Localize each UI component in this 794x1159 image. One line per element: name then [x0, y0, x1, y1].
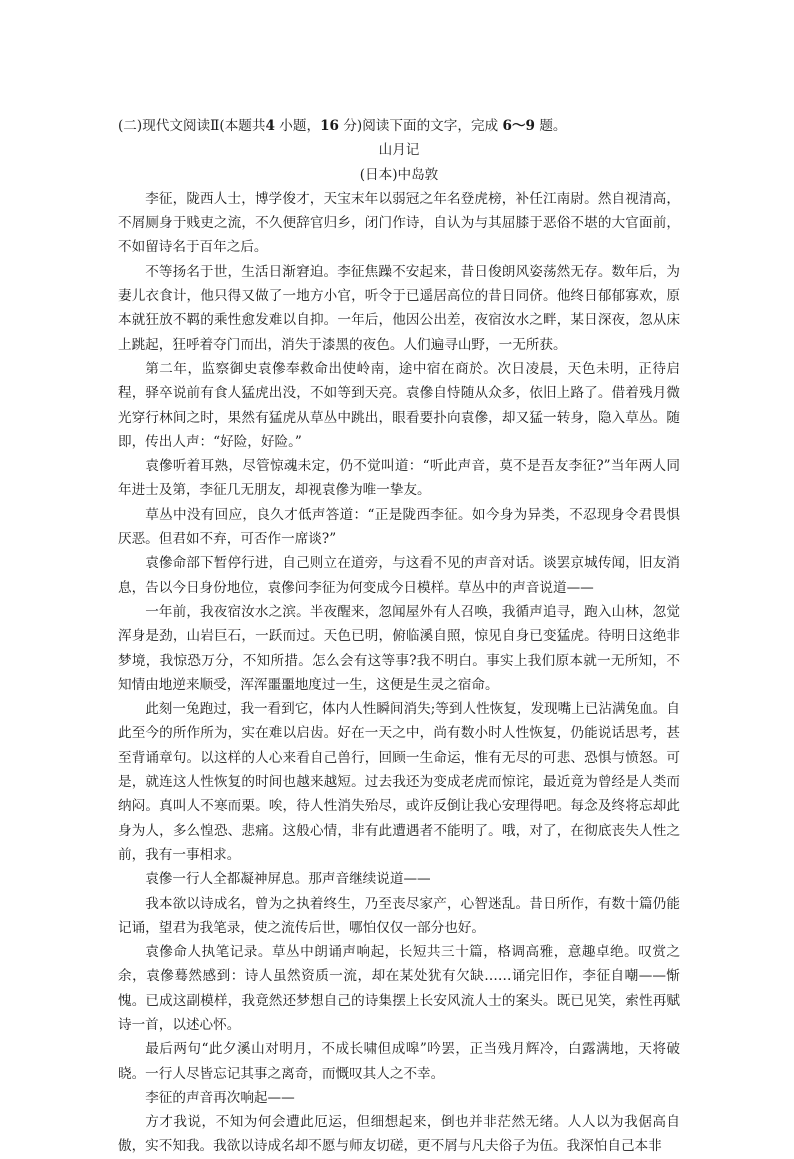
paragraph: 一年前，我夜宿汝水之滨。半夜醒来，忽闻屋外有人召唤，我循声追寻，跑入山林，忽觉浑身是劲，山岩巨石，一跃而过。天色已明，俯临溪自照，惊见自身已变猛虎。待明日这绝非梦境，我惊恐万分，不知所措。怎么会有这等事?我不明白。事实上我们原本就一无所知，不知情由地逆来顺受，浑浑噩噩地度过一生，这便是生灵之宿命。 — [118, 603, 680, 693]
header-score: 16 — [320, 118, 339, 134]
paragraph: 李征的声音再次响起—— — [145, 1089, 295, 1106]
header-mid2: 分)阅读下面的文字，完成 — [339, 118, 503, 134]
document-page — [118, 114, 680, 1159]
article-author: (日本)中岛敦 — [359, 166, 439, 183]
paragraph: 袁傪命人执笔记录。草丛中朗诵声响起，长短共三十篇，格调高雅，意趣卓绝。叹赏之余，袁傪蓦然感到：诗人虽然资质一流，却在某处犹有欠缺……诵完旧作，李征自嘲——惭愧。已成这副模样，我竟然还梦想自己的诗集摆上长安风流人士的案头。既已见笑，索性再赋诗一首，以述心怀。 — [118, 944, 680, 1033]
paragraph: 此刻一兔跑过，我一看到它，体内人性瞬间消失;等到人性恢复，发现嘴上已沾满兔血。自此至今的所作所为，实在难以启齿。好在一天之中，尚有数小时人性恢复，仍能说话思考，甚至背诵章句。以这样的人心来看自己兽行，回顾一生命运，惟有无尽的可悲、恐惧与愤怒。可是，就连这人性恢复的时间也越来越短。过去我还为变成老虎而惊诧，最近竟为曾经是人类而纳闷。真叫人不寒而栗。唉，待人性消失殆尽，或许反倒让我心安理得吧。每念及终将忘却此身为人，多么惶恐、悲痛。这般心情，非有此遭遇者不能明了。哦，对了，在彻底丧失人性之前，我有一事相求。 — [118, 701, 680, 863]
header-prefix: (二)现代文阅读Ⅱ(本题共 — [118, 118, 266, 134]
paragraph: 最后两句“此夕溪山对明月，不成长啸但成嗥”吟罢，正当残月辉冷，白露满地，天将破晓。一行人尽皆忘记其事之离奇，而慨叹其人之不幸。 — [118, 1041, 680, 1082]
paragraph: 袁傪命部下暂停行进，自己则立在道旁，与这看不见的声音对话。谈罢京城传闻，旧友消息，告以今日身份地位，袁傪问李征为何变成今日模样。草丛中的声音说道—— — [118, 555, 680, 596]
paragraph: 草丛中没有回应，良久才低声答道：“正是陇西李征。如今身为异类，不忍现身令君畏惧厌恶。但君如不弃，可否作一席谈?” — [118, 506, 680, 548]
question-header — [118, 114, 680, 138]
paragraph: 方才我说，不知为何会遭此厄运，但细想起来，倒也并非茫然无绪。人人以为我倨高自傲，实不知我。我欲以诗成名却不愿与师友切磋，更不屑与凡夫俗子为伍。我深怕自己本非 — [118, 1114, 680, 1155]
header-suffix: 题。 — [535, 118, 567, 134]
paragraph: 袁傪一行人全都凝神屏息。那声音继续说道—— — [145, 871, 431, 888]
paragraph: 李征，陇西人士，博学俊才，天宝末年以弱冠之年名登虎榜，补任江南尉。然自视清高，不屑厕身于贱吏之流，不久便辞官归乡，闭门作诗，自认为与其屈膝于恶俗不堪的大官面前，不如留诗名于百年之后。 — [118, 190, 680, 256]
paragraph: 第二年，监察御史袁傪奉救命出使岭南，途中宿在商於。次日凌晨，天色未明，正待启程，驿卒说前有食人猛虎出没，不如等到天亮。袁傪自恃随从众多，依旧上路了。借着残月微光穿行林间之时，果然有猛虎从草丛中跳出，眼看要扑向袁傪，却又猛一转身，隐入草丛。随即，传出人声：“好险，好险。” — [118, 360, 680, 450]
paragraph: 不等扬名于世，生活日渐窘迫。李征焦躁不安起来，昔日俊朗风姿荡然无存。数年后，为妻儿衣食计，他只得又做了一地方小官，听令于已遥居高位的昔日同侪。他终日郁郁寡欢，原本就狂放不羁的乘性愈发难以自抑。一年后，他因公出差，夜宿汝水之畔，某日深夜，忽从床上跳起，狂呼着夺门而出，消失于漆黑的夜色。人们遍寻山野，一无所获。 — [118, 263, 680, 353]
paragraph: 我本欲以诗成名，曾为之执着终生，乃至丧尽家产，心智迷乱。昔日所作，有数十篇仍能记诵，望君为我笔录，使之流传后世，哪怕仅仅一部分也好。 — [118, 895, 680, 936]
header-range: 6～9 — [502, 118, 535, 134]
header-mid1: 小题， — [274, 118, 321, 134]
paragraph: 袁傪听着耳熟，尽管惊魂未定，仍不觉叫道：“听此声音，莫不是吾友李征?”当年两人同年进士及第，李征几无朋友，却视袁傪为唯一挚友。 — [118, 458, 680, 499]
header-count: 4 — [265, 118, 275, 134]
article-title: 山月记 — [378, 142, 420, 159]
